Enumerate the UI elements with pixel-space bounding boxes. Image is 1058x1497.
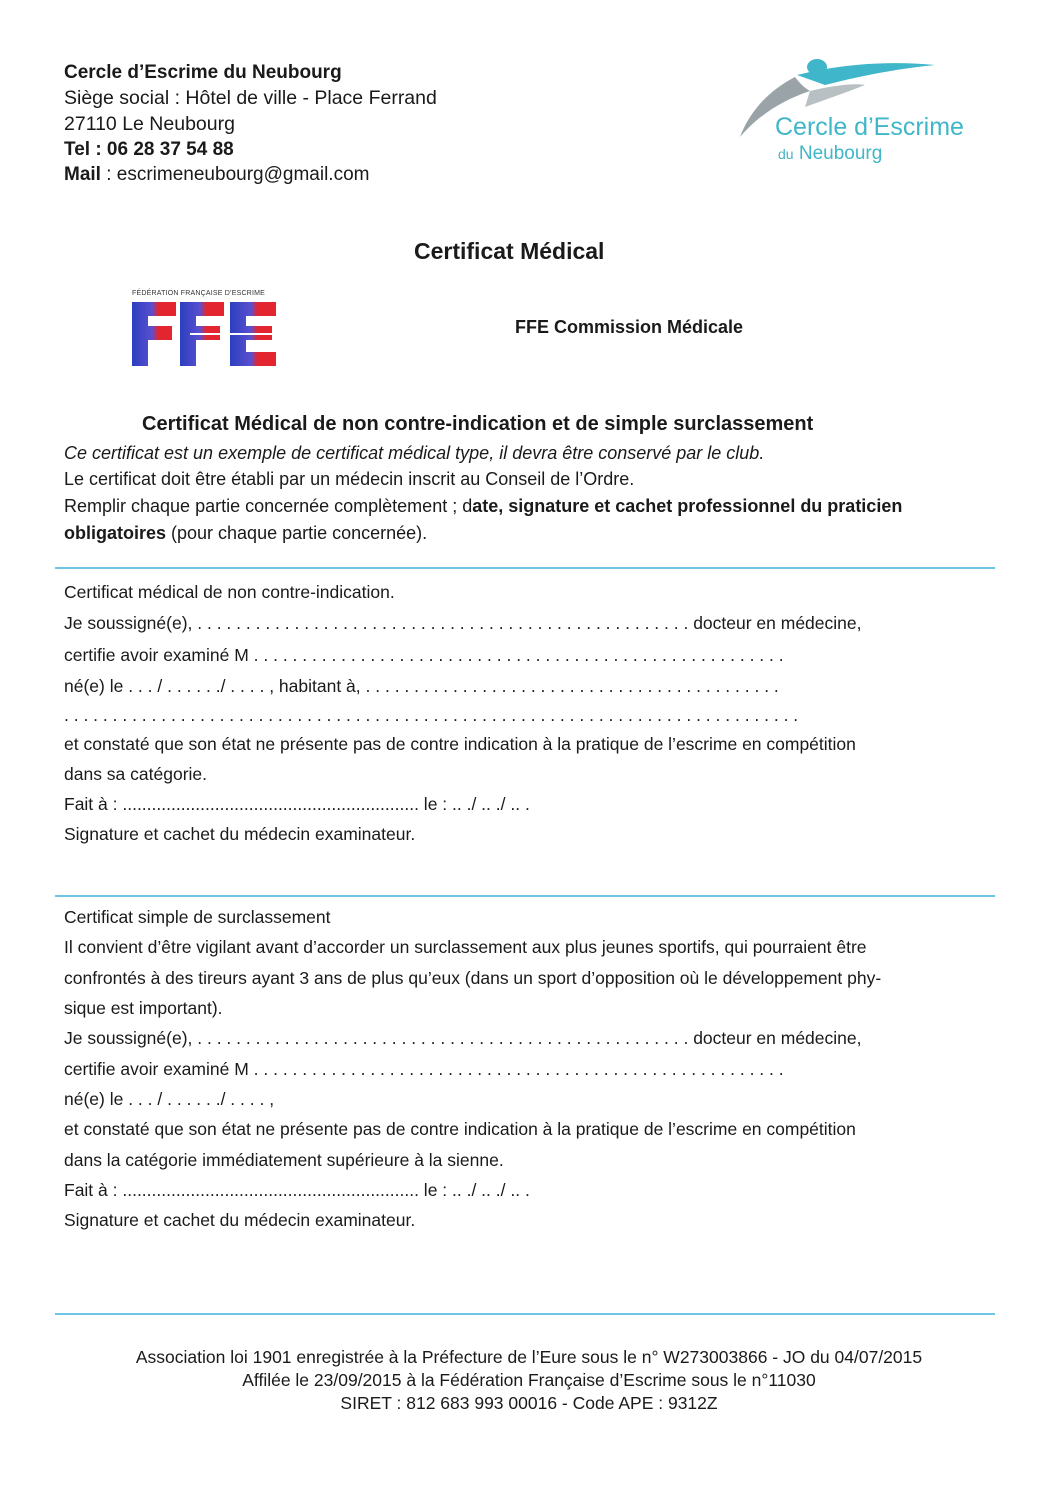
club-logo-line1: Cercle d’Escrime [775,113,964,141]
club-address-line2: 27110 Le Neubourg [64,113,235,135]
intro-line2: Le certificat doit être établi par un médecin inscrit au Conseil de l’Ordre. [64,469,635,489]
club-address-line1: Siège social : Hôtel de ville - Place Ferrand [64,87,437,109]
section1-title: Certificat médical de non contre-indication. [64,582,395,602]
club-email [64,164,369,186]
section2-patient-field[interactable]: certifie avoir examiné M . . . . . . . . . . . . . . . . . . . . . . . . . . . . . . . . . . . . . . . . . . . . . . . . . . . . . . . [64,1059,784,1079]
certificate-subtitle: Certificat Médical de non contre-indication et de simple surclassement [142,413,814,435]
divider [55,567,995,569]
section2-statement-end: dans la catégorie immédiatement supérieure à la sienne. [64,1150,504,1170]
footer-line1: Association loi 1901 enregistrée à la Préfecture de l’Eure sous le n° W273003866 - JO du 04/07/2015 [135,1347,923,1367]
section2-signer-field[interactable]: Je soussigné(e), . . . . . . . . . . . . . . . . . . . . . . . . . . . . . . . . . . . . . . . . . . . . . . . . . . . docteur en médecine, [64,1028,862,1048]
section2-title: Certificat simple de surclassement [64,907,331,927]
email-value: : escrimeneubourg@gmail.com [100,164,370,185]
club-logo-line2: du Neubourg [778,143,883,164]
section2-signature-label: Signature et cachet du médecin examinateur. [64,1210,416,1230]
section1-signature-label: Signature et cachet du médecin examinateur. [64,824,416,844]
section1-place-date-field[interactable]: Fait à : ............................................................. le : .. ./ .. ./ .. . [64,794,530,814]
section1-address-continuation-field[interactable]: . . . . . . . . . . . . . . . . . . . . . . . . . . . . . . . . . . . . . . . . . . . . . . . . . . . . . . . . . . . . . . . . . . . . . . . . . . . . [64,705,799,725]
intro-italic: Ce certificat est un exemple de certificat médical type, il devra être conservé par le club. [64,443,765,463]
section2-warning-line2: confrontés à des tireurs ayant 3 ans de plus qu’eux (dans un sport d’opposition où le développement phy- [64,968,882,988]
club-name: Cercle d’Escrime du Neubourg [64,62,342,83]
section1-birth-address-field[interactable]: né(e) le . . . / . . . . . ./ . . . . , habitant à, . . . . . . . . . . . . . . . . . . . . . . . . . . . . . . . . . . . . . . . . . . . [64,676,779,696]
footer-line3: SIRET : 812 683 993 00016 - Code APE : 9312Z [340,1393,718,1413]
section2-warning-line3: sique est important). [64,998,223,1018]
ffe-letters-icon [130,300,280,368]
ffe-logo-caption: FÉDÉRATION FRANÇAISE D’ESCRIME [132,290,266,297]
commission-title: FFE Commission Médicale [515,317,744,337]
ffe-logo [130,290,280,370]
section1-statement-end: dans sa catégorie. [64,764,208,784]
section1-patient-field[interactable]: certifie avoir examiné M . . . . . . . . . . . . . . . . . . . . . . . . . . . . . . . . . . . . . . . . . . . . . . . . . . . . . . . [64,645,784,665]
divider [55,895,995,897]
page-title: Certificat Médical [414,238,605,264]
section1-signer-field[interactable]: Je soussigné(e), . . . . . . . . . . . . . . . . . . . . . . . . . . . . . . . . . . . . . . . . . . . . . . . . . . . docteur en médecine, [64,613,862,633]
section2-place-date-field[interactable]: Fait à : ............................................................. le : .. ./ .. ./ .. . [64,1180,530,1200]
club-logo [735,55,995,175]
section2-warning-line1: Il convient d’être vigilant avant d’accorder un surclassement aux plus jeunes sportifs, qui pourraient être [64,937,867,957]
section2-statement: et constaté que son état ne présente pas de contre indication à la pratique de l’escrime en compétition [64,1119,856,1139]
section1-statement: et constaté que son état ne présente pas de contre indication à la pratique de l’escrime en compétition [64,734,856,754]
intro-line4: obligatoires (pour chaque partie concernée). [64,523,428,543]
footer-line2: Affilée le 23/09/2015 à la Fédération Française d’Escrime sous le n°11030 [242,1370,816,1390]
email-label: Mail [64,164,101,185]
club-phone: Tel : 06 28 37 54 88 [64,139,234,160]
section2-birth-field[interactable]: né(e) le . . . / . . . . . ./ . . . . , [64,1089,275,1109]
divider [55,1313,995,1315]
intro-line3: Remplir chaque partie concernée complètement ; date, signature et cachet professionnel du praticien [64,496,903,516]
